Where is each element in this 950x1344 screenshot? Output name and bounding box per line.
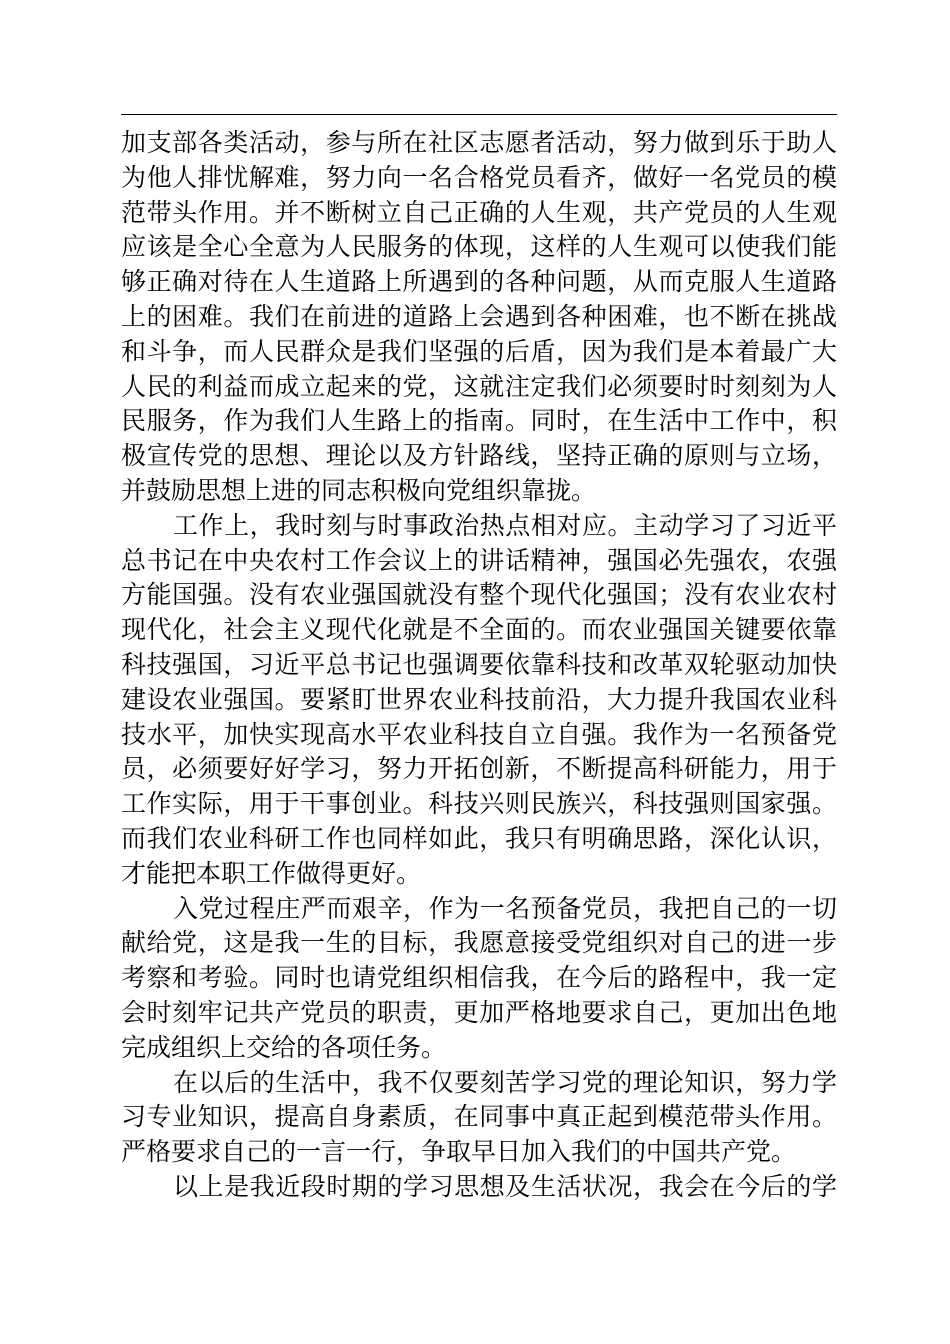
text-line: 建设农业强国。要紧盯世界农业科技前沿，大力提升我国农业科 — [121, 684, 837, 714]
text-line: 技水平，加快实现高水平农业科技自立自强。我作为一名预备党 — [121, 719, 837, 749]
text-line: 献给党，这是我一生的目标，我愿意接受党组织对自己的进一步 — [121, 928, 837, 958]
text-line: 严格要求自己的一言一行，争取早日加入我们的中国共产党。 — [121, 1137, 797, 1167]
text-line: 入党过程庄严而艰辛，作为一名预备党员，我把自己的一切 — [173, 893, 837, 923]
text-line: 完成组织上交给的各项任务。 — [121, 1032, 447, 1062]
text-line: 方能国强。没有农业强国就没有整个现代化强国；没有农业农村 — [121, 580, 837, 610]
text-line: 员，必须要好好学习，努力开拓创新，不断提高科研能力，用于 — [121, 754, 837, 784]
header-rule — [121, 114, 837, 115]
text-line: 和斗争，而人民群众是我们坚强的后盾，因为我们是本着最广大 — [121, 336, 837, 366]
text-line: 为他人排忧解难，努力向一名合格党员看齐，做好一名党员的模 — [121, 162, 837, 192]
text-line: 极宣传党的思想、理论以及方针路线，坚持正确的原则与立场， — [121, 441, 837, 471]
text-line: 上的困难。我们在前进的道路上会遇到各种困难，也不断在挑战 — [121, 301, 837, 331]
paragraph-1 — [121, 126, 837, 509]
text-line: 工作上，我时刻与时事政治热点相对应。主动学习了习近平 — [173, 510, 837, 540]
text-line: 总书记在中央农村工作会议上的讲话精神，强国必先强农，农强 — [121, 545, 837, 575]
text-line: 人民的利益而成立起来的党，这就注定我们必须要时时刻刻为人 — [121, 371, 837, 401]
text-line: 科技强国，习近平总书记也强调要依靠科技和改革双轮驱动加快 — [121, 649, 837, 679]
text-line: 并鼓励思想上进的同志积极向党组织靠拢。 — [121, 475, 597, 505]
text-line: 范带头作用。并不断树立自己正确的人生观，共产党员的人生观 — [121, 197, 837, 227]
document-body — [121, 126, 837, 1205]
text-line: 够正确对待在人生道路上所遇到的各种问题，从而克服人生道路 — [121, 267, 837, 297]
text-line: 加支部各类活动，参与所在社区志愿者活动，努力做到乐于助人 — [121, 128, 837, 157]
text-line: 习专业知识，提高自身素质，在同事中真正起到模范带头作用。 — [121, 1102, 837, 1132]
text-line: 应该是全心全意为人民服务的体现，这样的人生观可以使我们能 — [121, 232, 837, 262]
text-line: 以上是我近段时期的学习思想及生活状况，我会在今后的学 — [173, 1171, 837, 1201]
paragraph-5 — [121, 1170, 837, 1205]
text-line: 在以后的生活中，我不仅要刻苦学习党的理论知识，努力学 — [173, 1067, 837, 1097]
text-line: 而我们农业科研工作也同样如此，我只有明确思路，深化认识， — [121, 823, 837, 853]
paragraph-4 — [121, 1066, 837, 1170]
paragraph-2 — [121, 509, 837, 892]
text-line: 会时刻牢记共产党员的职责，更加严格地要求自己，更加出色地 — [121, 997, 837, 1027]
text-line: 才能把本职工作做得更好。 — [121, 858, 422, 888]
text-line: 民服务，作为我们人生路上的指南。同时，在生活中工作中，积 — [121, 406, 837, 436]
text-line: 现代化，社会主义现代化就是不全面的。而农业强国关键要依靠 — [121, 615, 837, 645]
text-line: 工作实际，用于干事创业。科技兴则民族兴，科技强则国家强。 — [121, 789, 837, 819]
paragraph-3 — [121, 892, 837, 1066]
text-line: 考察和考验。同时也请党组织相信我，在今后的路程中，我一定 — [121, 963, 837, 993]
